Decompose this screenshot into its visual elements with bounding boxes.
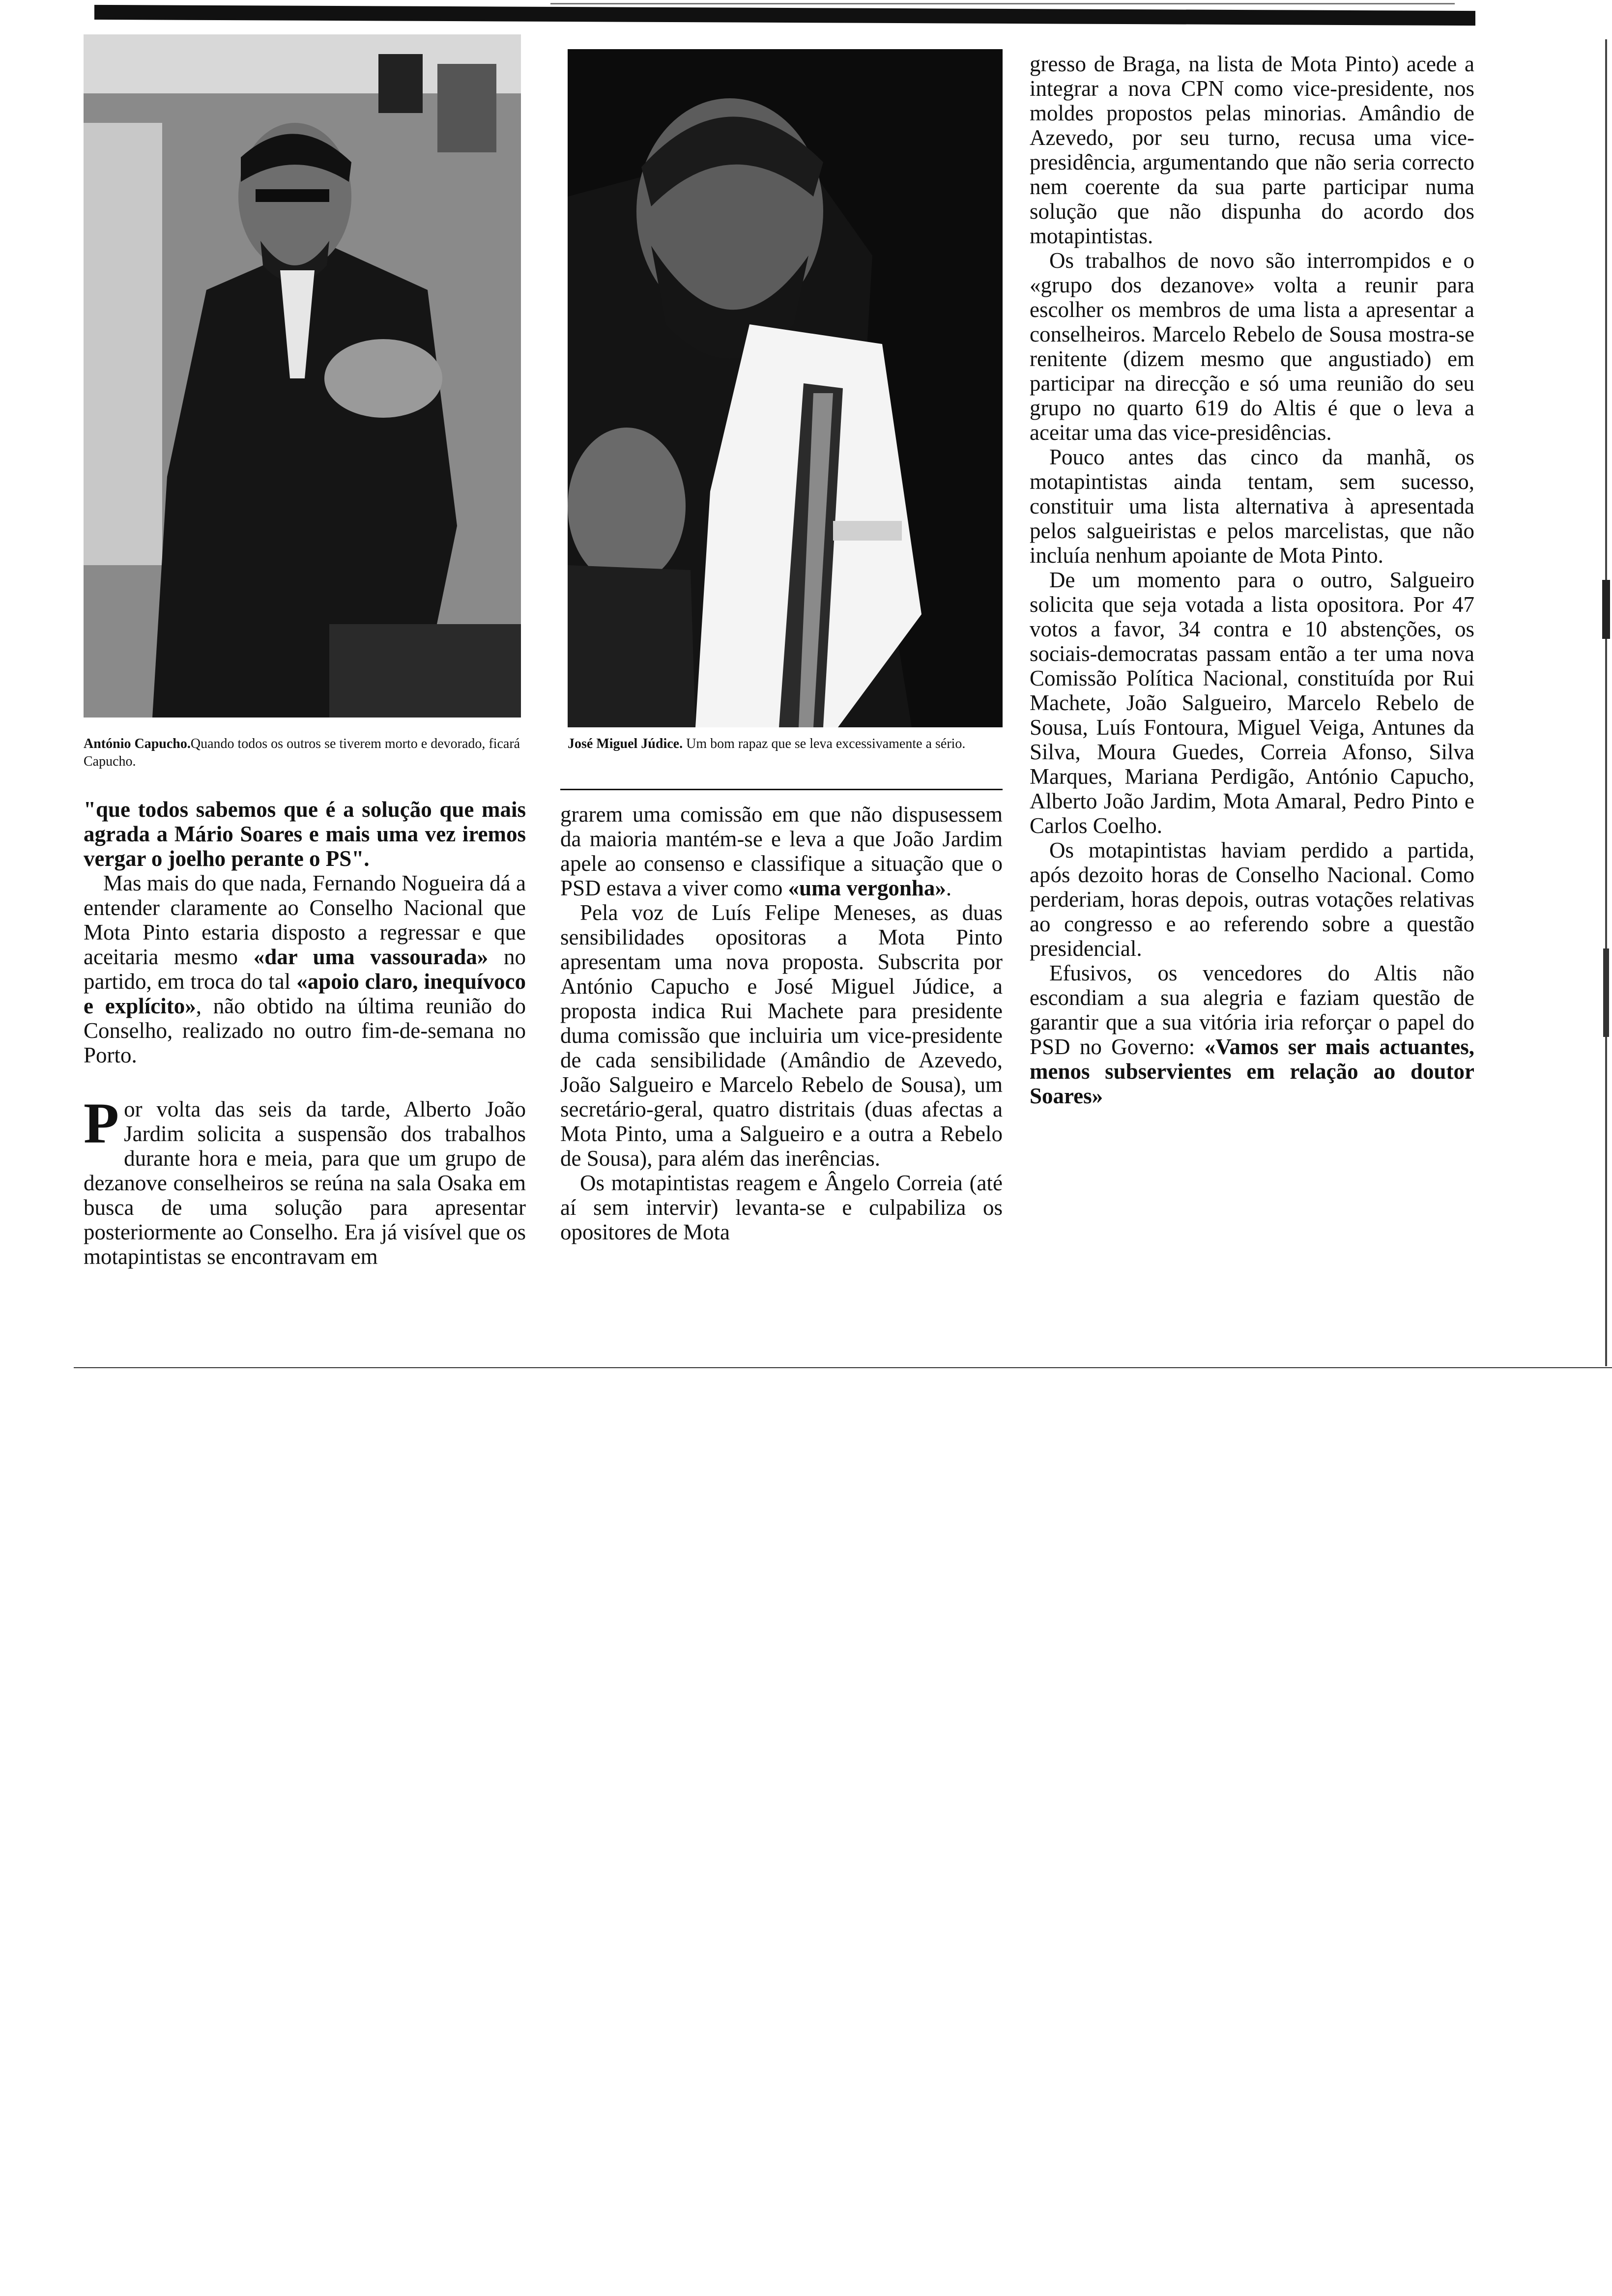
col1-paragraph-2: Mas mais do que nada, Fernando Nogueira dá a entender claramente ao Conselho Nacional que Mota Pinto estaria disposto a regressar e que aceitaria mesmo «dar uma vassourada» no partido, em troca do tal «apoio claro, inequívoco e explícito», não obtido na última reunião do Conselho, realizado no outro fim-de-semana no Porto. <box>84 871 526 1067</box>
col2-paragraph-1: grarem uma comissão em que não dispusessem da maioria mantém-se e leva a que João Jardim apele ao consenso e classifique a situação que o PSD estava a viver como «uma vergonha». <box>560 802 1003 900</box>
caption-jose-miguel-judice <box>568 735 1000 753</box>
scan-right-edge <box>1601 39 1612 1366</box>
article-column-3 <box>1030 52 1482 1369</box>
col2-paragraph-2: Pela voz de Luís Felipe Meneses, as duas sensibilidades opositoras a Mota Pinto apresentam uma nova proposta. Subscrita por António Capucho e José Miguel Júdice, a proposta indica Rui Machete para presidente duma comissão que incluiria um vice-presidente de cada sensibilidade (Amândio de Azevedo, João Salgueiro e Marcelo Rebelo de Sousa), um secretário-geral, quatro distritais (duas afectas a Mota Pinto, uma a Salgueiro e a outra a Rebelo de Sousa), para além das inerências. <box>560 900 1003 1171</box>
top-heavy-rule <box>94 5 1475 26</box>
photo-antonio-capucho <box>84 34 521 718</box>
caption-name: José Miguel Júdice. <box>568 736 683 751</box>
caption-text: Quando todos os outros se tiverem morto e devorado, ficará Capucho. <box>84 736 520 769</box>
col3-paragraph-6: Efusivos, os vencedores do Altis não escondiam a sua alegria e faziam questão de garantir que a sua vitória iria reforçar o papel do PSD no Governo: «Vamos ser mais actuantes, menos subservientes em relação ao doutor Soares» <box>1030 961 1475 1108</box>
top-thin-rule <box>550 3 1455 4</box>
drop-cap: P <box>84 1091 119 1155</box>
col3-paragraph-1: gresso de Braga, na lista de Mota Pinto) acede a integrar a nova CPN como vice-presidente, nos moldes propostos pelas minorias. Amândio de Azevedo, por seu turno, recusa uma vice-presidência, argumentando que não seria correcto nem coerente da sua parte participar numa solução que não dispunha do acordo dos motapintistas. <box>1030 52 1474 248</box>
caption-antonio-capucho <box>84 735 526 771</box>
col3-paragraph-3: Pouco antes das cinco da manhã, os motapintistas ainda tentam, sem sucesso, constituir uma lista alternativa à apresentada pelos salgueiristas e pelos marcelistas, que não incluía nenhum apoiante de Mota Pinto. <box>1030 445 1474 568</box>
photo-jose-miguel-judice <box>568 49 1003 727</box>
col3-paragraph-4: De um momento para o outro, Salgueiro solicita que seja votada a lista opositora. Por 47 votos a favor, 34 contra e 10 abstenções, os sociais-democratas passam então a ter uma nova Comissão Política Nacional, constituída por Rui Machete, João Salgueiro, Marcelo Rebelo de Sousa, Luís Fontoura, Miguel Veiga, Antunes da Silva, Moura Guedes, Correia Afonso, Silva Marques, Mariana Perdigão, António Capucho, Alberto João Jardim, Mota Amaral, Pedro Pinto e Carlos Coelho. <box>1030 568 1474 838</box>
bottom-scan-edge <box>74 1367 1612 1368</box>
col3-paragraph-2: Os trabalhos de novo são interrompidos e o «grupo dos dezanove» volta a reunir para escolher os membros de uma lista a apresentar a conselheiros. Marcelo Rebelo de Sousa mostra-se renitente (dizem mesmo que angustiado) em participar na direcção e só uma reunião do seu grupo no quarto 619 do Altis é que o leva a aceitar uma das vice-presidências. <box>1030 248 1474 445</box>
article-column-2 <box>560 797 1012 1367</box>
col1-paragraph-3: Por volta das seis da tarde, Alberto João Jardim solicita a suspensão dos trabalhos durante hora e meia, para que um grupo de dezanove conselheiros se reúna na sala Osaka em busca de uma solução para apresentar posteriormente ao Conselho. Era já visível que os motapintistas se encontravam em <box>84 1091 526 1269</box>
col2-paragraph-3: Os motapintistas reagem e Ângelo Correia (até aí sem intervir) levanta-se e culpabiliza os opositores de Mota <box>560 1171 1003 1244</box>
caption-name: António Capucho. <box>84 736 191 751</box>
caption-text: Um bom rapaz que se leva excessivamente a sério. <box>686 736 966 751</box>
col3-paragraph-5: Os motapintistas haviam perdido a partida, após dezoito horas de Conselho Nacional. Como perderiam, horas depois, outras votações relativas ao congresso e ao referendo sobre a questão presidencial. <box>1030 838 1474 961</box>
col1-quote: "que todos sabemos que é a solução que mais agrada a Mário Soares e mais uma vez iremos vergar o joelho perante o PS". <box>84 797 526 871</box>
article-column-1 <box>79 797 536 1367</box>
column-divider-rule <box>560 789 1003 790</box>
